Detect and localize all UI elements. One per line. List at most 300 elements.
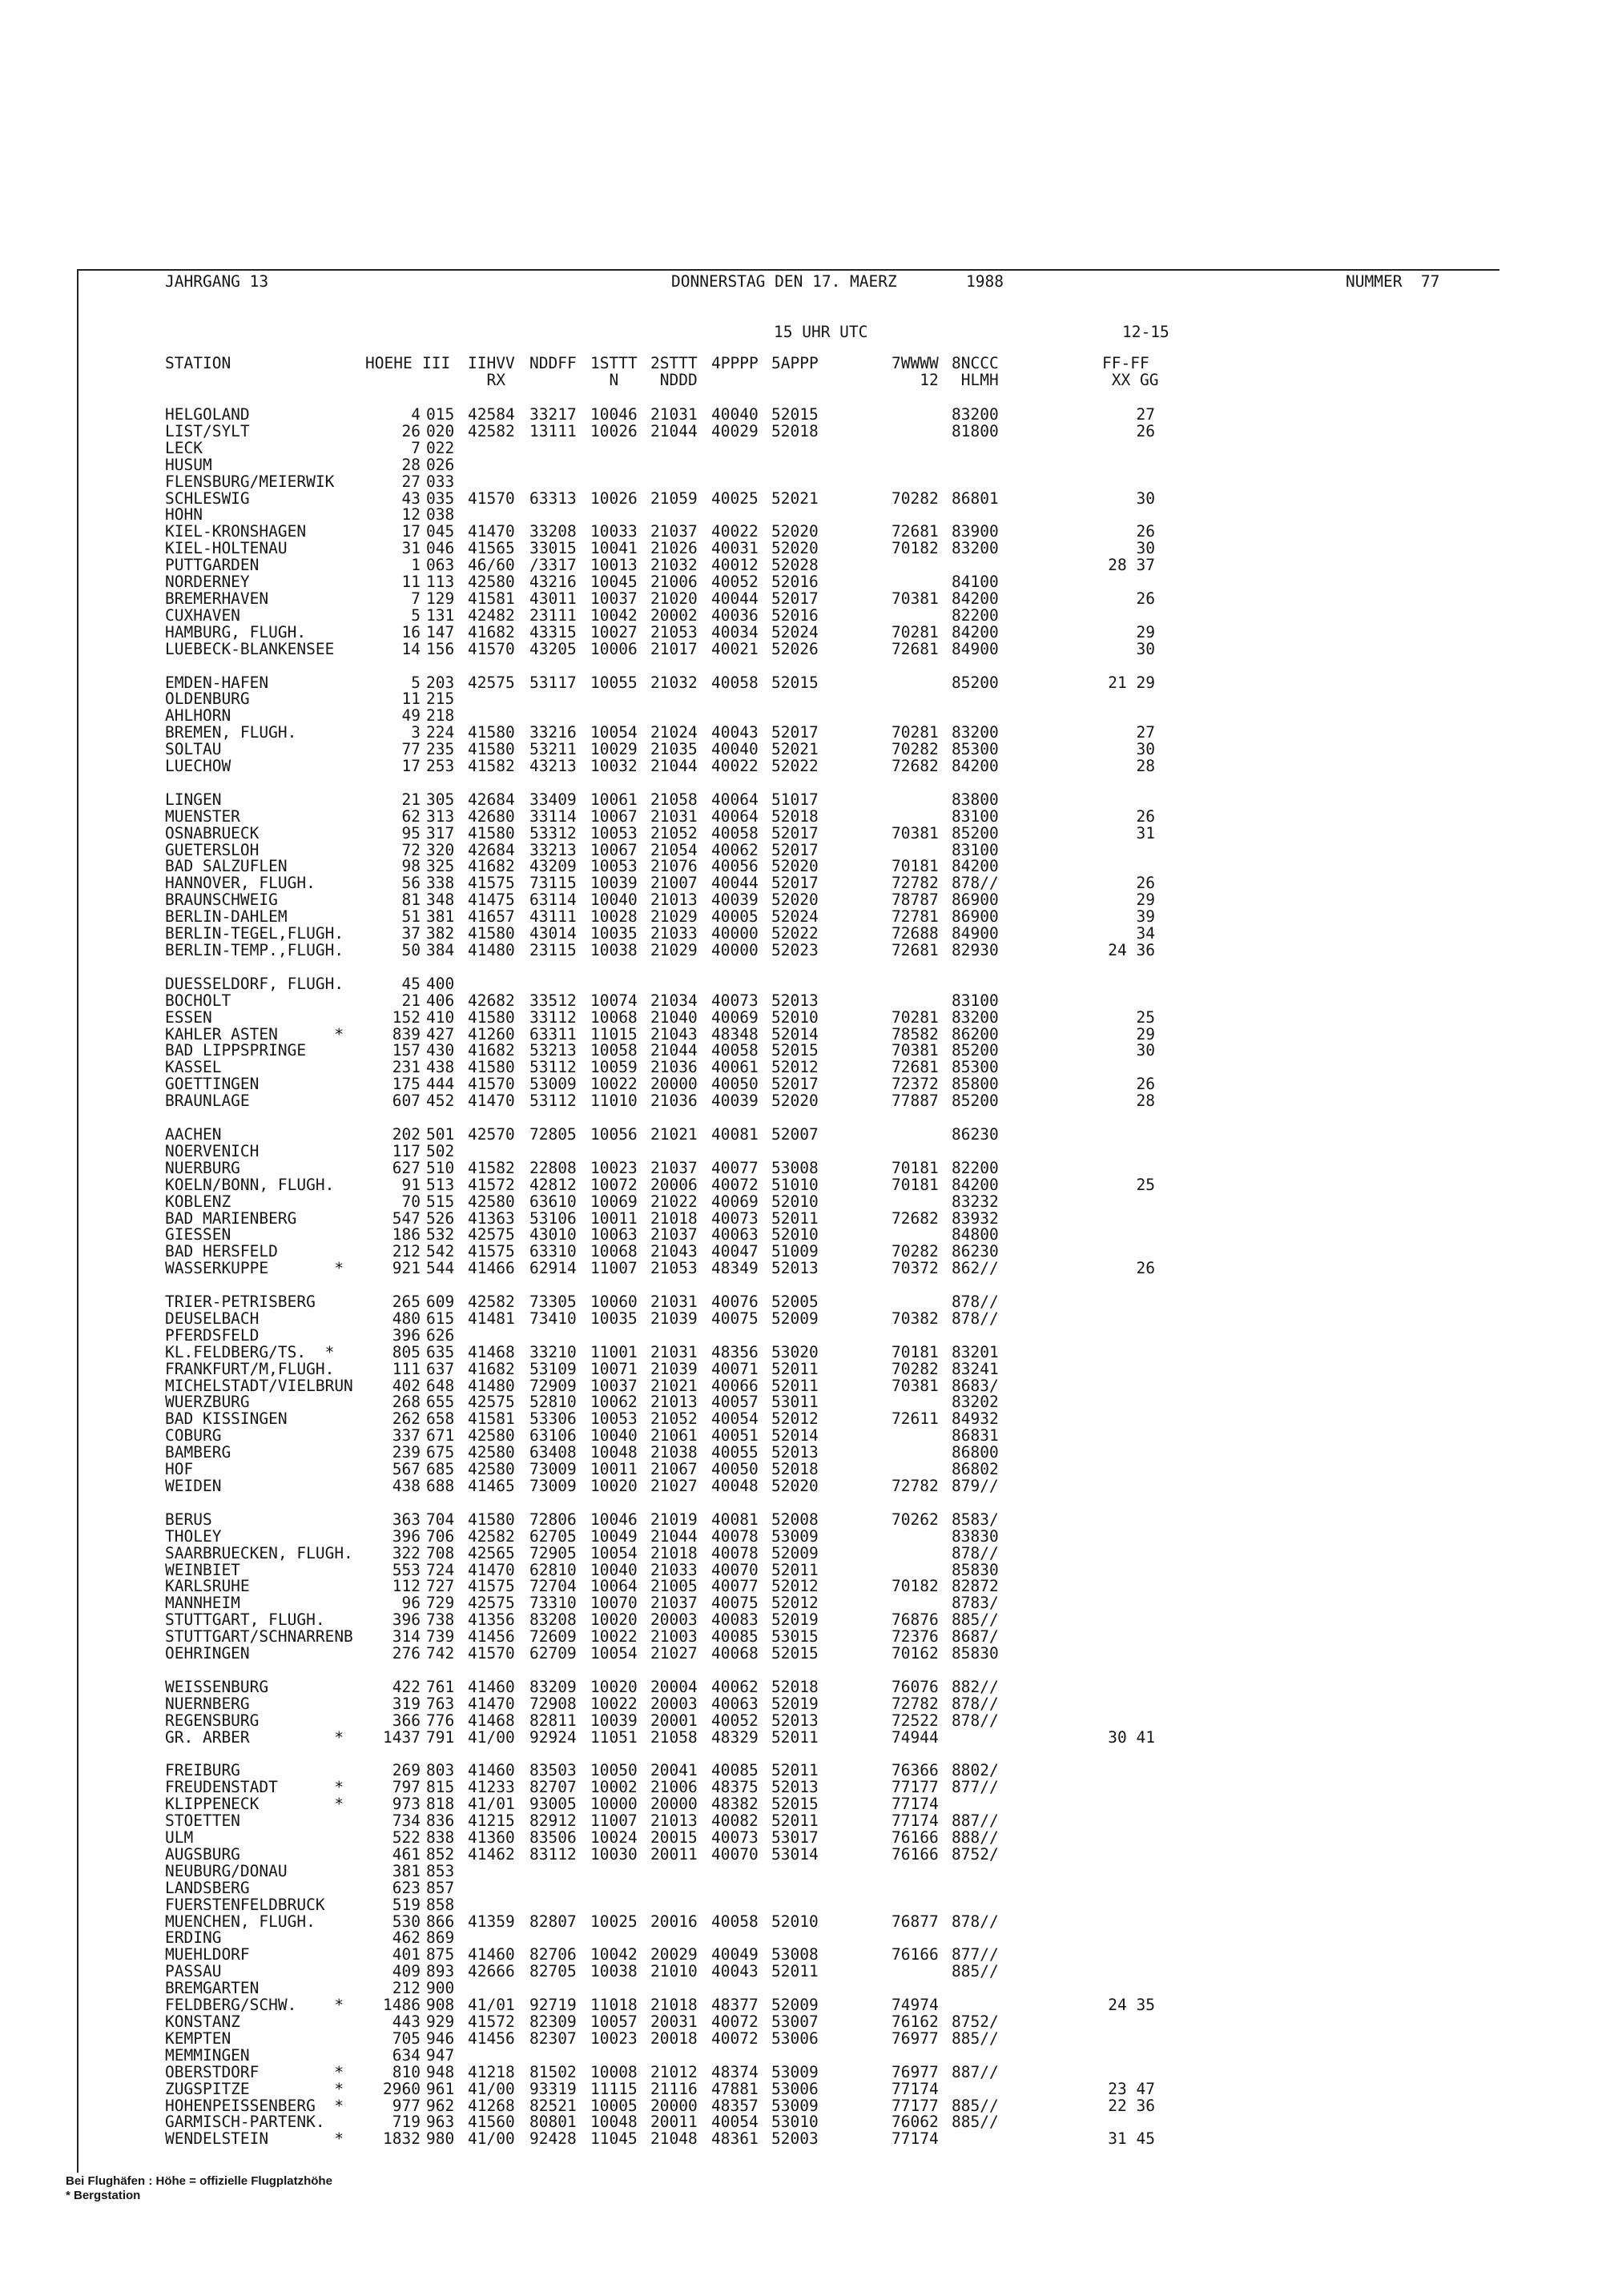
5appp-cell: 52014: [771, 1024, 819, 1043]
5appp-cell: 52020: [771, 857, 819, 876]
gust-cell: [1089, 1864, 1155, 1880]
2sttt-cell: 21031: [650, 806, 698, 826]
2sttt-cell: 20000: [650, 2096, 698, 2115]
elevation-cell: 212: [392, 1979, 421, 1998]
iihvv-cell: 41268: [468, 2096, 515, 2115]
station-name-cell: REGENSBURG: [165, 1711, 260, 1730]
7wwww-cell: 77177: [892, 2096, 939, 2115]
8nccc-cell: 8683/: [952, 1376, 999, 1395]
2sttt-cell: 21013: [650, 1393, 698, 1412]
gust-cell: 27: [1136, 405, 1155, 424]
nddff-cell: [529, 708, 577, 725]
4pppp-cell: 40040: [711, 405, 759, 424]
2sttt-cell: 21044: [650, 757, 698, 776]
station-index-cell: [426, 959, 454, 976]
iihvv-cell: 41470: [468, 1560, 515, 1579]
8nccc-cell: 83100: [952, 840, 999, 859]
1sttt-cell: 10027: [590, 622, 638, 641]
1sttt-cell: 10057: [590, 2013, 638, 2031]
nddff-cell: 63311: [529, 1024, 577, 1043]
2sttt-cell: 21006: [650, 1778, 698, 1797]
8nccc-cell: [952, 1880, 999, 1897]
elevation-cell: 70: [401, 1192, 421, 1211]
station-index-cell: 526: [426, 1208, 455, 1228]
gust-cell: [1089, 1194, 1155, 1211]
1sttt-cell: 10029: [590, 740, 638, 759]
8nccc-cell: 86831: [952, 1426, 999, 1446]
station-index-cell: 637: [426, 1359, 455, 1378]
nddff-cell: 33216: [529, 723, 577, 742]
7wwww-cell: 72781: [892, 907, 939, 927]
7wwww-cell: 70281: [892, 723, 939, 742]
station-index-cell: [426, 658, 454, 675]
elevation-cell: 314: [392, 1627, 421, 1647]
2sttt-cell: 21039: [650, 1359, 698, 1378]
elevation-cell: 98: [401, 857, 421, 876]
elevation-cell: 28: [401, 455, 421, 474]
iihvv-cell: 41466: [468, 1259, 515, 1278]
gust-cell: [1089, 1294, 1155, 1311]
station-name-cell: KASSEL: [165, 1058, 222, 1077]
gust-cell: [1089, 1980, 1155, 1997]
8nccc-cell: 82200: [952, 605, 999, 625]
iihvv-cell: 42580: [468, 1443, 515, 1462]
4pppp-cell: 40076: [711, 1293, 759, 1312]
2sttt-cell: [650, 1144, 698, 1160]
4pppp-cell: 40056: [711, 857, 759, 876]
observation-time: 15 UHR UTC: [774, 323, 868, 341]
2sttt-cell: 20003: [650, 1610, 698, 1630]
elevation-cell: 276: [392, 1644, 421, 1663]
station-index-cell: 929: [426, 2013, 455, 2031]
1sttt-cell: [590, 708, 638, 725]
2sttt-cell: [650, 1328, 698, 1345]
nddff-cell: 72704: [529, 1577, 577, 1596]
4pppp-cell: 40052: [711, 1711, 759, 1730]
1sttt-cell: 10038: [590, 1962, 638, 1981]
station-name-cell: FLENSBURG/MEIERWIK: [165, 472, 335, 491]
gust-cell: [1089, 1679, 1155, 1696]
8nccc-cell: [952, 440, 999, 457]
gust-cell: 29: [1136, 622, 1155, 641]
5appp-cell: 52017: [771, 723, 819, 742]
station-name-cell: GARMISCH-PARTENK.: [165, 2113, 325, 2132]
station-name-cell: WEIDEN: [165, 1477, 222, 1495]
station-index-cell: 655: [426, 1393, 455, 1412]
nddff-cell: 62810: [529, 1560, 577, 1579]
1sttt-cell: [590, 1980, 638, 1997]
2sttt-cell: 21029: [650, 907, 698, 927]
elevation-cell: 239: [392, 1443, 421, 1462]
7wwww-cell: [892, 1529, 939, 1546]
station-name-cell: [165, 1663, 353, 1679]
station-name-cell: NUERNBERG: [165, 1694, 250, 1713]
8nccc-cell: [952, 1747, 999, 1763]
7wwww-cell: 72682: [892, 1208, 939, 1228]
5appp-cell: 52017: [771, 874, 819, 893]
iihvv-cell: 41570: [468, 1644, 515, 1663]
elevation-cell: 530: [392, 1912, 421, 1931]
8nccc-cell: 86801: [952, 489, 999, 508]
8nccc-cell: 86900: [952, 891, 999, 910]
7wwww-cell: 74974: [892, 1996, 939, 2015]
2sttt-cell: 21031: [650, 1342, 698, 1361]
5appp-cell: [771, 1144, 819, 1160]
4pppp-cell: [711, 959, 759, 976]
elevation-cell: 5: [411, 673, 421, 692]
iihvv-cell: 41682: [468, 622, 515, 641]
iihvv-cell: 42684: [468, 840, 515, 859]
elevation-cell: 5: [411, 605, 421, 625]
5appp-cell: 52009: [771, 1309, 819, 1328]
5appp-cell: [771, 507, 819, 524]
7wwww-cell: [892, 809, 939, 826]
8nccc-cell: 878//: [952, 1293, 999, 1312]
5appp-cell: 52015: [771, 1041, 819, 1060]
8nccc-cell: 877//: [952, 1778, 999, 1797]
2sttt-cell: 21036: [650, 1058, 698, 1077]
elevation-cell: 4: [411, 405, 421, 424]
station-name-cell: WENDELSTEIN *: [165, 2129, 344, 2149]
station-index-cell: 400: [426, 974, 455, 993]
nddff-cell: 82705: [529, 1962, 577, 1981]
footnote-airport-elevation: Bei Flughäfen : Höhe = offizielle Flugplatzhöhe: [66, 2174, 332, 2188]
elevation-cell: 2960: [383, 2079, 421, 2098]
volume-label: JAHRGANG 13: [165, 272, 269, 291]
nddff-cell: [529, 1897, 577, 1914]
4pppp-cell: 40054: [711, 1409, 759, 1429]
1sttt-cell: 10038: [590, 941, 638, 959]
1sttt-cell: 10037: [590, 1376, 638, 1395]
8nccc-cell: 8752/: [952, 2013, 999, 2031]
7wwww-cell: [892, 1964, 939, 1980]
nddff-cell: [529, 1930, 577, 1947]
station-index-cell: 384: [426, 941, 455, 959]
iihvv-cell: 41657: [468, 907, 515, 927]
gust-cell: 30 41: [1108, 1727, 1155, 1747]
iihvv-cell: [468, 507, 515, 524]
elevation-cell: 461: [392, 1844, 421, 1864]
nddff-cell: 92924: [529, 1727, 577, 1747]
2sttt-cell: 21037: [650, 1594, 698, 1613]
nddff-cell: 72805: [529, 1124, 577, 1144]
nddff-cell: 73305: [529, 1293, 577, 1312]
col-header-7wwww: 7WWWW 12: [892, 354, 939, 389]
4pppp-cell: 47881: [711, 2079, 759, 2098]
1sttt-cell: 10045: [590, 573, 638, 592]
1sttt-cell: 10028: [590, 907, 638, 927]
station-index-cell: 035: [426, 489, 455, 508]
5appp-cell: 52010: [771, 1192, 819, 1211]
station-index-cell: 113: [426, 573, 455, 592]
1sttt-cell: [590, 1880, 638, 1897]
gust-cell: 30: [1136, 639, 1155, 658]
8nccc-cell: [952, 1796, 999, 1813]
col-header-iihvv: IIHVV RX: [468, 354, 515, 389]
station-name-cell: MUEHLDORF: [165, 1945, 250, 1964]
elevation-cell: 1: [411, 556, 421, 575]
station-name-cell: BREMEN, FLUGH.: [165, 723, 297, 742]
5appp-cell: 52022: [771, 757, 819, 776]
station-index-cell: 893: [426, 1962, 455, 1981]
7wwww-cell: [892, 1462, 939, 1478]
nddff-cell: 43209: [529, 857, 577, 876]
2sttt-cell: 20003: [650, 1694, 698, 1713]
elevation-cell: 26: [401, 421, 421, 440]
gust-cell: [1089, 1713, 1155, 1730]
2sttt-cell: 21035: [650, 740, 698, 759]
1sttt-cell: 10020: [590, 1610, 638, 1630]
iihvv-cell: 41572: [468, 1175, 515, 1194]
station-index-cell: 544: [426, 1259, 455, 1278]
gust-cell: [1089, 2048, 1155, 2065]
station-name-cell: PASSAU: [165, 1962, 222, 1981]
gust-cell: [1089, 1930, 1155, 1947]
8nccc-cell: 885//: [952, 1610, 999, 1630]
elevation-cell: 72: [401, 840, 421, 859]
gust-cell: 26: [1136, 1075, 1155, 1094]
1sttt-cell: [590, 1144, 638, 1160]
station-name-cell: BOCHOLT: [165, 991, 231, 1010]
gust-cell: [1089, 507, 1155, 524]
5appp-cell: [771, 1880, 819, 1897]
5appp-cell: [771, 1110, 819, 1127]
station-name-cell: KONSTANZ: [165, 2013, 240, 2031]
gust-cell: [1089, 1964, 1155, 1980]
4pppp-cell: 40061: [711, 1058, 759, 1077]
5appp-cell: 53011: [771, 1393, 819, 1412]
1sttt-cell: [590, 1328, 638, 1345]
station-index-cell: 866: [426, 1912, 455, 1931]
4pppp-cell: [711, 1328, 759, 1345]
7wwww-cell: [892, 1495, 939, 1512]
elevation-cell: 719: [392, 2113, 421, 2132]
2sttt-cell: 21053: [650, 1259, 698, 1278]
2sttt-cell: 21021: [650, 1376, 698, 1395]
nddff-cell: 73009: [529, 1460, 577, 1479]
station-name-cell: OEHRINGEN: [165, 1644, 250, 1663]
8nccc-cell: 83201: [952, 1342, 999, 1361]
2sttt-cell: 20015: [650, 1828, 698, 1848]
station-index-cell: 313: [426, 806, 455, 826]
4pppp-cell: 40070: [711, 1560, 759, 1579]
8nccc-cell: 85830: [952, 1644, 999, 1663]
5appp-cell: 52015: [771, 405, 819, 424]
elevation-cell: 462: [392, 1928, 421, 1948]
station-index-cell: 869: [426, 1928, 455, 1948]
nddff-cell: 82706: [529, 1945, 577, 1964]
station-index-cell: 818: [426, 1795, 455, 1814]
4pppp-cell: 40085: [711, 1761, 759, 1780]
7wwww-cell: [892, 1445, 939, 1462]
iihvv-cell: 41480: [468, 1376, 515, 1395]
7wwww-cell: 72782: [892, 1694, 939, 1713]
nddff-cell: 92719: [529, 1996, 577, 2015]
7wwww-cell: 72372: [892, 1075, 939, 1094]
nddff-cell: 53306: [529, 1409, 577, 1429]
nddff-cell: 53213: [529, 1041, 577, 1060]
7wwww-cell: 77887: [892, 1092, 939, 1111]
4pppp-cell: [711, 1897, 759, 1914]
nddff-cell: 83209: [529, 1677, 577, 1696]
iihvv-cell: 41580: [468, 1510, 515, 1529]
1sttt-cell: 10000: [590, 1795, 638, 1814]
5appp-cell: [771, 474, 819, 491]
4pppp-cell: 40075: [711, 1309, 759, 1328]
gust-cell: [1089, 1512, 1155, 1529]
1sttt-cell: 10026: [590, 489, 638, 508]
nddff-cell: [529, 1328, 577, 1345]
4pppp-cell: 40000: [711, 941, 759, 959]
nddff-cell: 82811: [529, 1711, 577, 1730]
station-name-cell: MUENSTER: [165, 806, 240, 826]
8nccc-cell: 85300: [952, 740, 999, 759]
7wwww-cell: [892, 691, 939, 708]
5appp-cell: 52013: [771, 1711, 819, 1730]
1sttt-cell: 10042: [590, 605, 638, 625]
station-index-cell: 156: [426, 639, 455, 658]
4pppp-cell: 48375: [711, 1778, 759, 1797]
station-index-cell: 738: [426, 1610, 455, 1630]
station-index-cell: 317: [426, 823, 455, 842]
station-name-cell: SCHLESWIG: [165, 489, 250, 508]
8nccc-cell: 83200: [952, 723, 999, 742]
elevation-cell: 56: [401, 874, 421, 893]
gust-cell: [1089, 1629, 1155, 1646]
nddff-cell: 63310: [529, 1242, 577, 1261]
5appp-cell: [771, 658, 819, 675]
iihvv-cell: 41460: [468, 1945, 515, 1964]
7wwww-cell: 76366: [892, 1761, 939, 1780]
station-index-cell: 963: [426, 2113, 455, 2132]
iihvv-cell: 42666: [468, 1962, 515, 1981]
gust-cell: [1089, 1478, 1155, 1495]
5appp-cell: 52008: [771, 1510, 819, 1529]
elevation-cell: 51: [401, 907, 421, 927]
gust-cell: 26: [1136, 1259, 1155, 1278]
station-index-cell: [426, 1495, 454, 1512]
gust-cell: [1089, 1211, 1155, 1228]
iihvv-cell: 41363: [468, 1208, 515, 1228]
elevation-cell: 607: [392, 1092, 421, 1111]
elevation-cell: 547: [392, 1208, 421, 1228]
7wwww-cell: 72681: [892, 639, 939, 658]
2sttt-cell: [650, 1864, 698, 1880]
5appp-cell: 51017: [771, 790, 819, 809]
5appp-cell: 52024: [771, 907, 819, 927]
station-name-cell: KIEL-HOLTENAU: [165, 539, 288, 558]
8nccc-cell: [952, 1328, 999, 1345]
4pppp-cell: 40062: [711, 840, 759, 859]
1sttt-cell: [590, 1747, 638, 1763]
1sttt-cell: 10072: [590, 1175, 638, 1194]
gust-cell: 28: [1136, 757, 1155, 776]
gust-column: [1089, 407, 1155, 2148]
4pppp-cell: 48377: [711, 1996, 759, 2015]
station-name-cell: LUEBECK-BLANKENSEE: [165, 639, 335, 658]
elevation-cell: 839: [392, 1024, 421, 1043]
iihvv-cell: [468, 457, 515, 474]
station-name-cell: NUERBURG: [165, 1158, 240, 1177]
iihvv-cell: [468, 708, 515, 725]
elevation-cell: [360, 658, 421, 675]
station-name-cell: BREMGARTEN: [165, 1979, 260, 1998]
nddff-cell: 73115: [529, 874, 577, 893]
station-name-cell: HANNOVER, FLUGH.: [165, 874, 316, 893]
gust-cell: [1089, 1361, 1155, 1378]
elevation-cell: 112: [392, 1577, 421, 1596]
station-name-cell: LANDSBERG: [165, 1878, 250, 1897]
station-index-cell: 320: [426, 840, 455, 859]
station-name-cell: [165, 1110, 353, 1127]
station-index-cell: 980: [426, 2129, 455, 2149]
iihvv-cell: [468, 1663, 515, 1679]
station-name-cell: [165, 658, 353, 675]
station-name-cell: CUXHAVEN: [165, 605, 240, 625]
4pppp-cell: 40064: [711, 790, 759, 809]
8nccc-cell: [952, 2131, 999, 2148]
4pppp-cell: 40012: [711, 556, 759, 575]
gust-cell: 30: [1136, 489, 1155, 508]
iihvv-cell: 42582: [468, 421, 515, 440]
iihvv-cell: 42584: [468, 405, 515, 424]
5appp-cell: 52013: [771, 991, 819, 1010]
elevation-cell: 519: [392, 1895, 421, 1914]
elevation-cell: 443: [392, 2013, 421, 2031]
iihvv-cell: 41582: [468, 757, 515, 776]
gust-cell: [1089, 1880, 1155, 1897]
station-index-cell: 815: [426, 1778, 455, 1797]
nddff-cell: 72905: [529, 1543, 577, 1562]
2sttt-cell: 20000: [650, 1075, 698, 1094]
elevation-cell: 480: [392, 1309, 421, 1328]
iihvv-cell: 41682: [468, 1041, 515, 1060]
4pppp-cell: 40049: [711, 1945, 759, 1964]
2sttt-cell: 21058: [650, 790, 698, 809]
station-index-cell: 609: [426, 1293, 455, 1312]
5appp-cell: 52011: [771, 1560, 819, 1579]
7wwww-cell: 70182: [892, 539, 939, 558]
gust-cell: [1089, 1462, 1155, 1478]
station-name-cell: LINGEN: [165, 790, 222, 809]
nddff-cell: [529, 1663, 577, 1679]
elevation-cell: [360, 1277, 421, 1294]
iihvv-cell: [468, 2048, 515, 2065]
7wwww-cell: 72688: [892, 924, 939, 943]
8nccc-cell: [952, 457, 999, 474]
iihvv-cell: 41233: [468, 1778, 515, 1797]
5appp-cell: 52011: [771, 1359, 819, 1378]
4pppp-cell: 40083: [711, 1610, 759, 1630]
5appp-cell: 52018: [771, 1460, 819, 1479]
2sttt-cell: 21059: [650, 489, 698, 508]
2sttt-cell: 21076: [650, 857, 698, 876]
7wwww-cell: [892, 1663, 939, 1679]
2sttt-cell: [650, 2048, 698, 2065]
4pppp-cell: 48348: [711, 1024, 759, 1043]
station-index-cell: 147: [426, 622, 455, 641]
nddff-cell: 82707: [529, 1778, 577, 1797]
iihvv-cell: 41465: [468, 1477, 515, 1495]
iihvv-cell: 41580: [468, 1058, 515, 1077]
iihvv-cell: 41460: [468, 1761, 515, 1780]
iihvv-cell: 42680: [468, 806, 515, 826]
gust-cell: [1089, 775, 1155, 792]
4pppp-cell: 40050: [711, 1075, 759, 1094]
gust-cell: 30: [1136, 740, 1155, 759]
gust-cell: [1089, 1345, 1155, 1361]
4pppp-cell: 40000: [711, 924, 759, 943]
